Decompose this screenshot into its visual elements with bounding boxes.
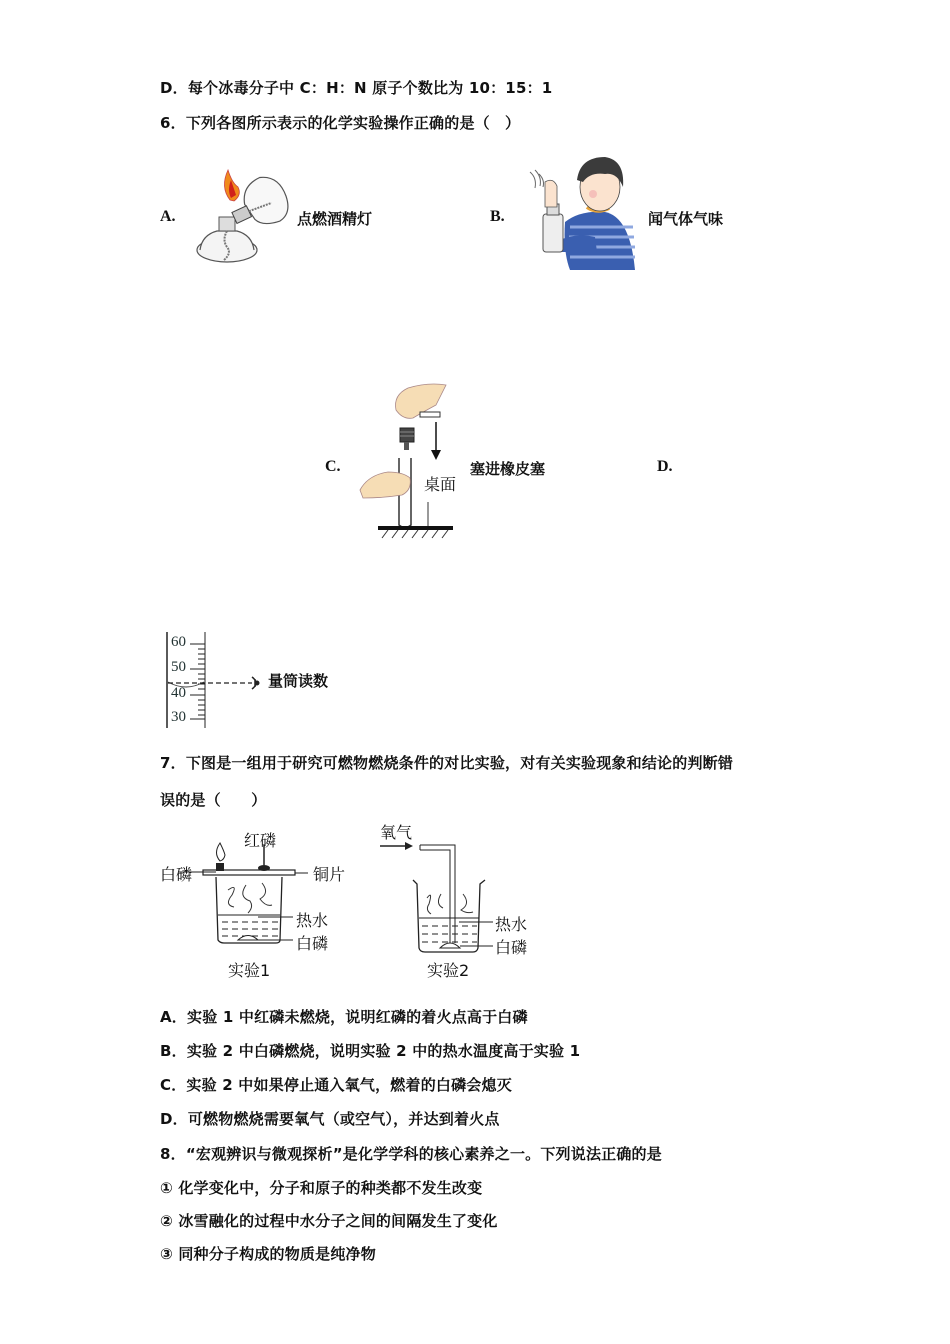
alcohol-lamp-lighting-icon — [192, 165, 292, 270]
q8-statement-1: ① 化学变化中，分子和原子的种类都不发生改变 — [160, 1179, 483, 1197]
scale-60: 60 — [171, 634, 186, 650]
desktop-label: 桌面 — [424, 475, 457, 494]
q6-option-d-label: D. — [657, 458, 673, 475]
white-phosphorus-top-label: 白磷 — [160, 865, 193, 884]
q8-statement-3: ③ 同种分子构成的物质是纯净物 — [160, 1245, 376, 1263]
q6-option-c-caption: 塞进橡皮塞 — [470, 460, 546, 478]
q6-option-a-label: A. — [160, 208, 176, 225]
copper-sheet-label: 铜片 — [313, 865, 346, 884]
hot-water-label-2: 热水 — [495, 915, 528, 934]
q6-stem: 6．下列各图所示表示的化学实验操作正确的是（ ） — [160, 114, 521, 132]
graduated-cylinder-reading-icon — [160, 630, 270, 730]
boy-smelling-gas-icon — [525, 152, 640, 270]
experiment-1-title: 实验1 — [228, 961, 271, 980]
scale-30: 30 — [171, 709, 186, 725]
q7-stem-line2: 误的是（ ） — [160, 791, 267, 809]
q7-option-c: C．实验 2 中如果停止通入氧气，燃着的白磷会熄灭 — [160, 1076, 512, 1094]
q6-option-c-label: C. — [325, 458, 341, 475]
q5-option-d: D．每个冰毒分子中 C：H：N 原子个数比为 10：15：1 — [160, 79, 553, 97]
oxygen-label: 氧气 — [380, 823, 413, 842]
q6-option-b-label: B. — [490, 208, 505, 225]
q8-stem: 8．“宏观辨识与微观探析”是化学学科的核心素养之一。下列说法正确的是 — [160, 1145, 662, 1163]
q7-option-b: B．实验 2 中白磷燃烧，说明实验 2 中的热水温度高于实验 1 — [160, 1042, 581, 1060]
q6-option-b-caption: 闻气体气味 — [648, 210, 724, 228]
experiment-1-diagram — [158, 825, 358, 985]
q7-option-d: D．可燃物燃烧需要氧气（或空气），并达到着火点 — [160, 1110, 500, 1128]
q6-option-d-caption: 量筒读数 — [268, 672, 329, 690]
hot-water-label: 热水 — [296, 911, 329, 930]
white-phosphorus-bottom-label: 白磷 — [296, 934, 329, 953]
inserting-rubber-stopper-icon — [358, 380, 458, 540]
white-phosphorus-label-2: 白磷 — [495, 938, 528, 957]
red-phosphorus-label: 红磷 — [244, 831, 277, 850]
q7-option-a: A．实验 1 中红磷未燃烧，说明红磷的着火点高于白磷 — [160, 1008, 528, 1026]
experiment-2-title: 实验2 — [427, 961, 470, 980]
scale-40: 40 — [171, 685, 186, 701]
q6-option-a-caption: 点燃酒精灯 — [297, 210, 373, 228]
experiment-2-diagram — [375, 818, 545, 983]
q8-statement-2: ② 冰雪融化的过程中水分子之间的间隔发生了变化 — [160, 1212, 498, 1230]
q7-stem-line1: 7．下图是一组用于研究可燃物燃烧条件的对比实验，对有关实验现象和结论的判断错 — [160, 754, 734, 772]
scale-50: 50 — [171, 659, 186, 675]
